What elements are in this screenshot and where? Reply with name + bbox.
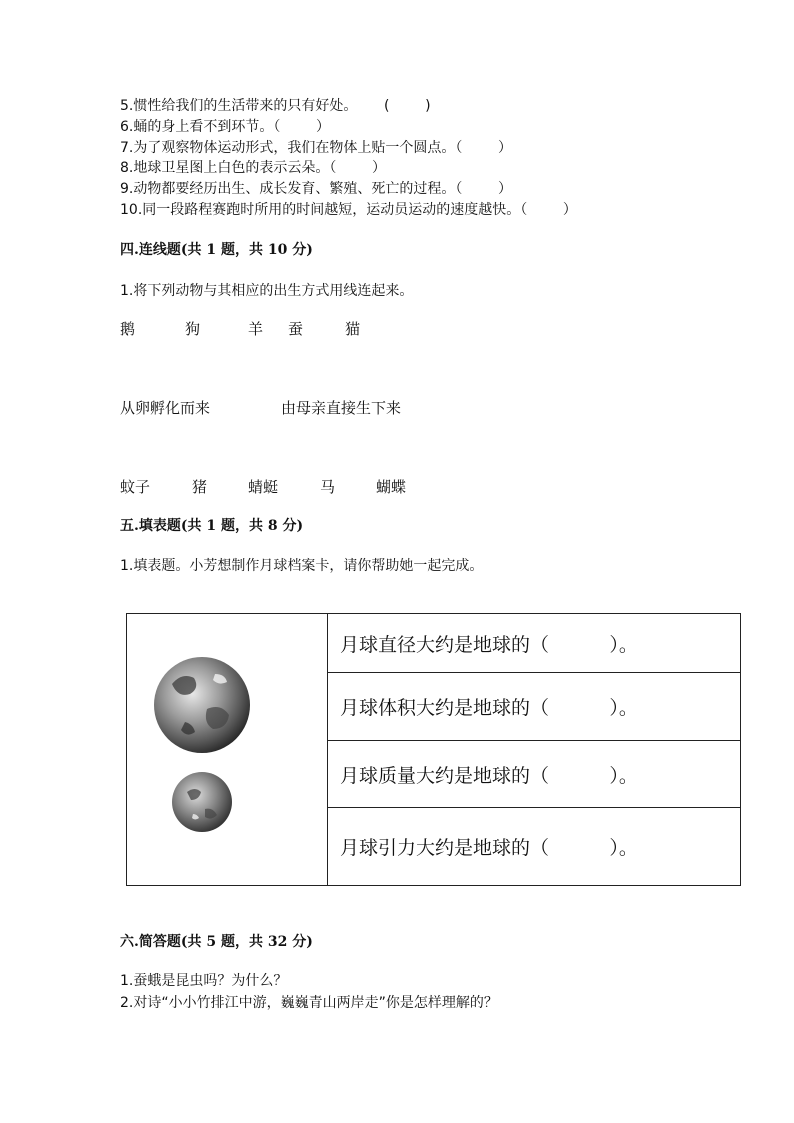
bottom-animal-dragonfly: 蜻蜓 bbox=[248, 478, 279, 496]
section-heading-matching: 四.连线题(共 1 题，共 10 分) bbox=[120, 242, 313, 258]
judgement-item-10: 10.同一段路程赛跑时所用的时间越短，运动员运动的速度越快。（ ） bbox=[120, 202, 577, 218]
section-heading-fill-table: 五.填表题(共 1 题，共 8 分) bbox=[120, 518, 304, 534]
table-row-gravity: 月球引力大约是地球的（ ）。 bbox=[328, 808, 741, 886]
moon-profile-table bbox=[126, 613, 741, 886]
top-animal-sheep: 羊 bbox=[248, 320, 264, 338]
earth-moon-image bbox=[127, 614, 327, 884]
judgement-item-5: 5.惯性给我们的生活带来的只有好处。 ( ) bbox=[120, 98, 431, 114]
judgement-item-6: 6.蛹的身上看不到环节。（ ） bbox=[120, 119, 330, 135]
top-animal-dog: 狗 bbox=[185, 320, 201, 338]
earth-icon bbox=[154, 657, 250, 753]
table-row-volume: 月球体积大约是地球的（ ）。 bbox=[328, 673, 741, 741]
moon-icon bbox=[172, 772, 232, 832]
bottom-animal-mosquito: 蚊子 bbox=[120, 478, 151, 496]
option-born-from-mother: 由母亲直接生下来 bbox=[281, 399, 402, 417]
top-animal-goose: 鹅 bbox=[120, 320, 136, 338]
bottom-animal-horse: 马 bbox=[320, 478, 336, 496]
short-answer-question-1: 1.蚕蛾是昆虫吗？为什么？ bbox=[120, 973, 288, 989]
bottom-animal-butterfly: 蝴蝶 bbox=[376, 478, 407, 496]
planets-image-cell bbox=[127, 614, 328, 886]
judgement-item-8: 8.地球卫星图上白色的表示云朵。（ ） bbox=[120, 160, 386, 176]
top-animal-silkworm: 蚕 bbox=[288, 320, 304, 338]
bottom-animal-pig: 猪 bbox=[192, 478, 208, 496]
option-hatched-from-egg: 从卵孵化而来 bbox=[120, 399, 211, 417]
judgement-item-9: 9.动物都要经历出生、成长发育、繁殖、死亡的过程。（ ） bbox=[120, 181, 512, 197]
judgement-item-7: 7.为了观察物体运动形式，我们在物体上贴一个圆点。（ ） bbox=[120, 140, 512, 156]
top-animal-cat: 猫 bbox=[345, 320, 361, 338]
matching-question: 1.将下列动物与其相应的出生方式用线连起来。 bbox=[120, 283, 414, 299]
table-row-mass: 月球质量大约是地球的（ ）。 bbox=[328, 741, 741, 808]
short-answer-question-2: 2.对诗“小小竹排江中游，巍巍青山两岸走”你是怎样理解的？ bbox=[120, 995, 498, 1011]
fill-table-question: 1.填表题。小芳想制作月球档案卡，请你帮助她一起完成。 bbox=[120, 558, 484, 574]
section-heading-short-answer: 六.简答题(共 5 题，共 32 分) bbox=[120, 934, 313, 950]
table-row-diameter: 月球直径大约是地球的（ ）。 bbox=[328, 614, 741, 673]
